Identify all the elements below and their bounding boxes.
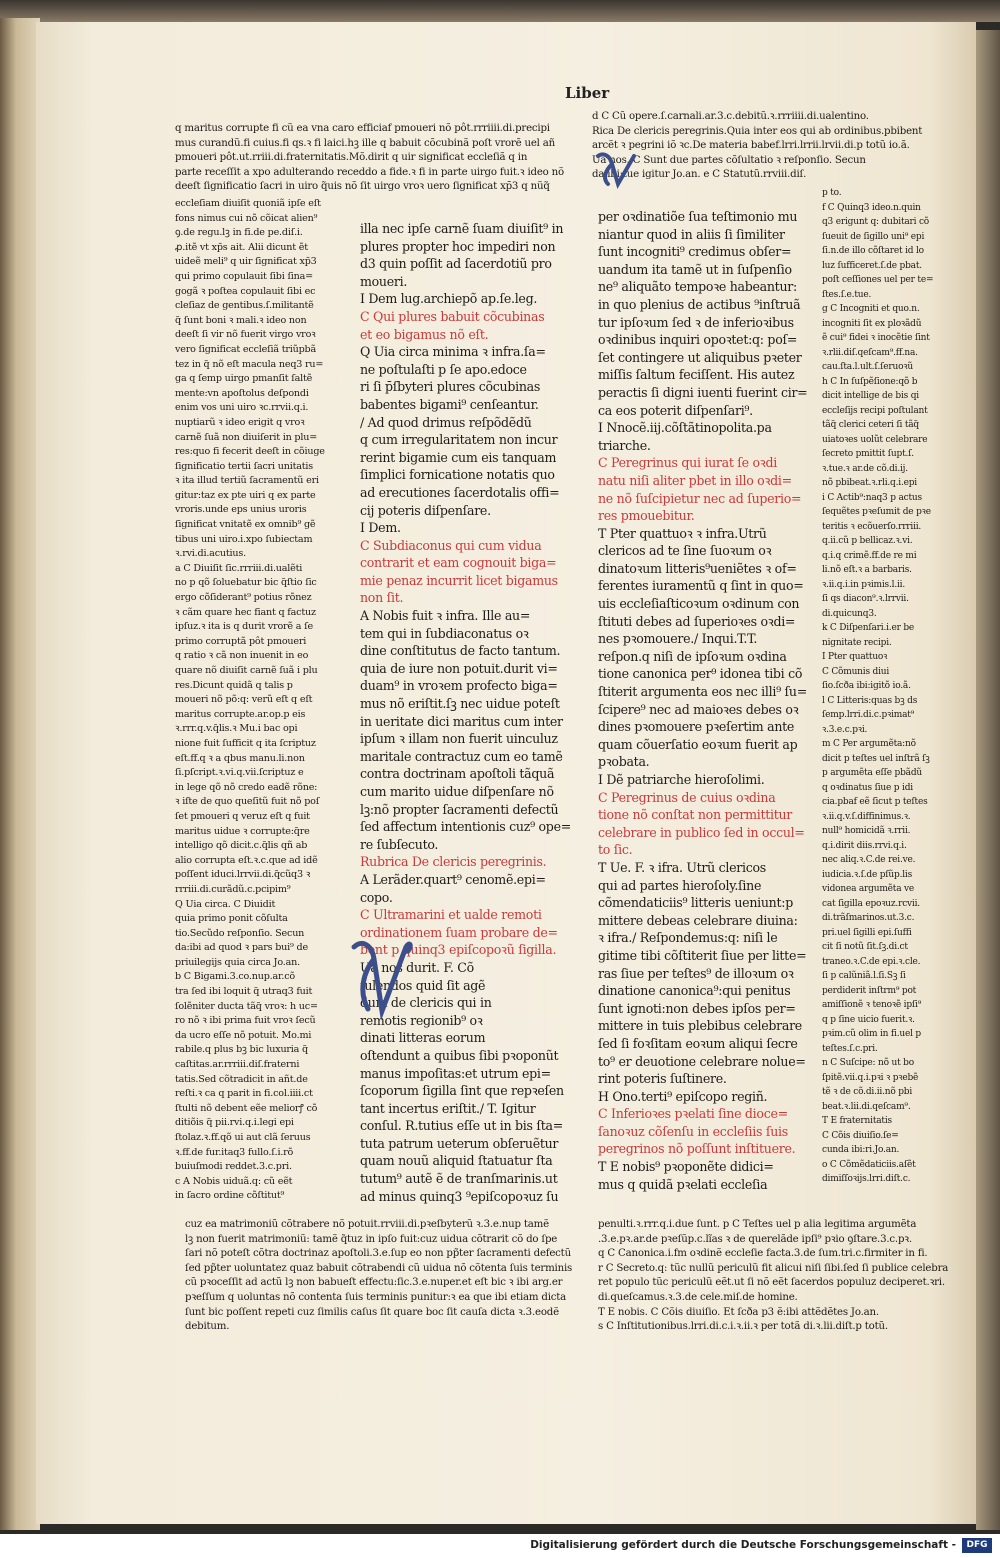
text-line: quia primo ponit cõſulta — [175, 913, 288, 925]
text-line: C Peregrinus qui iurat ſe oꝛdi — [598, 455, 777, 471]
text-line: f C Quinq3 ideo.n.quin — [822, 202, 921, 213]
text-line: eccleſijs recipi poſtulant — [822, 405, 928, 416]
text-line: ſtiterit argumenta eos nec illi⁹ ſu= — [598, 684, 807, 700]
text-line: contra doctrinam apoſtoli tãquã — [360, 766, 555, 782]
text-line: luz ſufficeret.ſ.de pbat. — [822, 260, 922, 271]
text-line: caſtitas.ar.rrriii.diſ.fraterni — [175, 1059, 300, 1071]
text-line: alio corrupta eſt.ꝛ.c.que ad idẽ — [175, 854, 318, 866]
text-line: n C Suſcipe: nõ ut bo — [822, 1058, 914, 1068]
text-line: buiuſmodi reddet.3.c.pri. — [175, 1161, 292, 1173]
text-line: c A Nobis uiduã.q: cũ eẽt — [175, 1175, 293, 1187]
text-line: copo. — [360, 889, 393, 905]
text-line: I Dẽ patriarche hieroſolimi. — [598, 772, 765, 787]
text-line: tatis.Sed cõtradicit in añt.de — [175, 1073, 308, 1085]
text-line: oꝛdinibus inquiri opoꝛtet:q: poſ= — [598, 332, 798, 348]
text-line: qui primo copulauit ſibi ſina= — [175, 270, 314, 282]
text-line: maritus corrupte.ar.op.p eis — [175, 708, 306, 720]
text-line: ſi.n.de illo cõſtaret id lo — [822, 246, 924, 256]
text-line: eſt.ff.q ꝛ a qbus manu.li.non — [175, 752, 305, 764]
text-line: penulti.ꝛ.rrr.q.i.due ſunt. p C Teſtes uel p alia legitima argumẽta — [598, 1219, 917, 1230]
text-line: ſemp.lrri.di.c.pꝛimat⁹ — [822, 710, 915, 720]
text-line: perdiderit inſtrm⁹ pot — [822, 985, 917, 996]
text-line: res:quo fi fecerit deeſt in cõiuge — [175, 446, 325, 458]
text-line: in ſacro ordine cõſtitut⁹ — [175, 1190, 285, 1202]
text-line: uideẽ meli⁹ q uir ſignificat xp̄3 — [175, 256, 317, 268]
text-line: C Cõmunis diui — [822, 666, 890, 677]
text-line: Q Uia circa minima ꝛ infra.ſa= — [360, 344, 546, 360]
text-line: T E nobis. C Cõis diuiſio. Et ſcða p3 ẽ:ibi attẽdẽtes Jo.an. — [598, 1306, 879, 1318]
text-line: ſunt ignoti:non debes ipſos per= — [598, 1000, 796, 1016]
text-line: lꝫ:nõ propter ſacramenti defectũ — [360, 801, 559, 817]
text-line: celebrare in publico ſed in occul= — [598, 824, 805, 840]
text-line: moueri nõ põ:q: verũ eſt q eſt — [175, 694, 313, 706]
text-line: A Nobis fuit ꝛ infra. Ille au= — [360, 608, 531, 624]
text-line: gitur:taz ex pte uiri q ex parte — [175, 489, 316, 501]
text-line: bent p quinq3 epiſcopoꝛũ ſigilla. — [360, 942, 557, 958]
text-line: I Nnocẽ.iij.cõſtãtinopolita.pa — [598, 420, 772, 436]
text-line: to ſic. — [598, 842, 633, 858]
text-line: parte receſſit a xpo adulterando receddo a fide.ꝛ fi in parte uirgo fuit.ꝛ ideo nõ — [175, 166, 564, 178]
text-line: tant incertus eriſtit./ T. Igitur — [360, 1100, 536, 1116]
text-line: I Pter quattuoꝛ — [822, 652, 888, 662]
text-line: ꝛ cãm quare hec fiant q factuz — [175, 606, 316, 618]
text-line: cat ſigilla epoꝛuz.rcvii. — [822, 898, 920, 909]
text-line: ſed affectum intentionis cuz⁹ ope= — [360, 819, 571, 835]
text-line: nes pꝛomouere./ Inqui.T.T. — [598, 631, 758, 647]
text-line: q.i.q crimẽ.ff.de re mi — [822, 550, 917, 561]
text-line: ſtituti debes ad ſuperioꝛes oꝛdi= — [598, 613, 796, 629]
text-line: tãq̃ clerici ceteri ſi tãq̃ — [822, 420, 919, 430]
text-line: m C Per argumẽta:nõ — [822, 739, 916, 749]
text-line: C Qui plures babuit cõcubinas — [360, 308, 545, 324]
text-line: tur ipſoꝛum ſed ꝛ de inferioꝛibus — [598, 314, 794, 330]
text-line: debitum. — [185, 1321, 230, 1333]
text-line: amiſſionẽ ꝛ tenoꝛẽ ipſi⁹ — [822, 1000, 922, 1010]
text-line: manus impoſitas:et utrum epi= — [360, 1065, 551, 1081]
main-text-column-b — [598, 208, 814, 1193]
text-line: ſulendos quid ſit agẽ — [360, 977, 486, 993]
text-line: maritale contractuz cum eo tamẽ — [360, 748, 563, 764]
text-line: q maritus corrupte fi cũ ea vna caro efficiaf pmoueri nõ pôt.rrriiii.di.precipi — [175, 123, 550, 134]
text-line: p argumẽta eſſe pbãdũ — [822, 768, 922, 778]
text-line: I Dem lug.archiepõ ap.ſe.leg. — [360, 291, 538, 307]
text-line: C Peregrinus de cuius oꝛdina — [598, 789, 776, 805]
text-line: ſtulti nõ debent eẽe meliorꝭ cõ — [175, 1102, 318, 1114]
text-line: ipſum ꝛ illam non fuerit uinculuz — [360, 731, 558, 747]
text-line: k C Diſpenſari.i.er be — [822, 623, 915, 633]
text-line: rrriii.di.curãdũ.c.pcipim⁹ — [175, 883, 291, 895]
text-line: niantur quod in aliis ſi ſimiliter — [598, 226, 785, 242]
text-line: dicit intellige de bis qi — [822, 391, 919, 401]
text-line: poſt ceſſiones uel per te= — [822, 275, 934, 285]
text-line: ſunt incogniti⁹ credimus obſer= — [598, 244, 792, 260]
text-line: C Inferioꝛes pꝛelati ſine dioce= — [598, 1106, 788, 1122]
text-line: dimiſſoꝛijs.lrri.diſt.c. — [822, 1174, 911, 1184]
text-line: mente:vn apoſtolus deſpondi — [175, 387, 309, 399]
text-line: arcẽt ꝛ pegrini iõ ꝛc.De materia babef.lrri.lrrii.lrvii.di.p totũ io.ã. — [592, 140, 910, 152]
text-line: et eo bigamus nõ eſt. — [360, 326, 489, 342]
text-line: rerint bigamie cum eis tanquam — [360, 449, 557, 465]
text-line: poſſent iduci.lrrvii.di.q̃cũq3 ꝛ — [175, 869, 311, 881]
text-line: da ucro eſſe nõ potuit. Mo.mi — [175, 1029, 312, 1041]
text-line: mie penaz incurrit licet bigamus — [360, 572, 558, 588]
text-line: q.ii.cũ p bellicaz.ꝛ.vi. — [822, 536, 913, 546]
text-line: ꝛ ifra./ Reſpondemus:q: niſi le — [598, 930, 778, 946]
text-line: Rubrica De clericis peregrinis. — [360, 854, 547, 870]
text-line: gogã ꝛ poſtea copulauit ſibi ec — [175, 285, 316, 297]
text-line: per oꝛdinatiõe ſua teſtimonio mu — [598, 209, 798, 224]
text-line: i C Actib⁹:naq3 p actus — [822, 492, 922, 503]
text-line: mus curandũ.fi cuius.fi qs.ꝛ fi laici.hꝫ ille q babuit cõcubinã poſt vrorẽ uel añ — [175, 137, 555, 149]
text-line: qui ad partes hieroſoly.ſine — [598, 877, 762, 893]
text-line: cum marito uidue diſpenſare nõ — [360, 784, 554, 799]
text-line: teſtes.ſ.c.pri. — [822, 1043, 878, 1054]
text-line: ca eos poterit diſpenſari⁹. — [598, 402, 753, 418]
dfg-logo: DFG — [962, 1538, 992, 1553]
text-line: ꝛ.tue.ꝛ ar.de cõ.di.ij. — [822, 463, 908, 474]
text-line: ras ſiue per teſtes⁹ de illoꝛum oꝛ — [598, 965, 794, 981]
text-line: ſignificatio tertii ſacri unitatis — [175, 460, 314, 472]
text-line: dinati litteras eorum — [360, 1030, 486, 1046]
text-line: no p qõ ſoluebatur bic q̃ſtio ſic — [175, 577, 317, 589]
text-line: res pmouebitur. — [598, 508, 695, 524]
footer-bar — [0, 1534, 1000, 1558]
text-line: Ua nos. C Sunt due partes cõſultatio ꝛ reſponſio. Secun — [592, 154, 866, 166]
text-line: uandum ita tamẽ ut in ſuſpenſio — [598, 261, 792, 277]
text-line: Q Uia circa. C Diuidit — [175, 898, 276, 910]
main-text-column-a — [360, 220, 578, 1205]
text-line: conſul. R.tutius eſſe ut in bis ſta= — [360, 1118, 563, 1134]
text-line: ſequẽtes pꝛeſumit de pꝛe — [822, 507, 931, 517]
text-line: maritus uidue ꝛ corrupte:q̃re — [175, 825, 310, 837]
text-line: moueri. — [360, 273, 408, 289]
text-line: ꝯ.de regu.lꝫ in fi.de pe.diſ.i. — [175, 227, 303, 239]
text-line: ne poſtulaſti p ſe apo.edoce — [360, 361, 527, 377]
book-gutter — [976, 30, 1000, 1530]
text-line: uis eccleſiaſticoꝛum oꝛdinum con — [598, 596, 800, 612]
text-line: ꝛ.ff.de fur.itaq3 fullo.ſ.i.rõ — [175, 1146, 294, 1158]
text-line: ꝓ.itẽ vt xp̄s ait. Alii dicunt ẽt — [175, 241, 308, 253]
text-line: quare nõ diuiſit carnẽ ſuã i plu — [175, 665, 318, 676]
text-line: q oꝛdinatus ſiue p idi — [822, 782, 913, 793]
text-line: dine conſtitutus de facto tantum. — [360, 643, 561, 659]
text-line: A Lerãder.quart⁹ cenomẽ.epi= — [360, 871, 546, 887]
text-line: ne nõ ſuſcipietur nec ad ſuperio= — [598, 490, 802, 506]
text-line: di.trãſmarinos.ut.3.c. — [822, 913, 915, 923]
text-line: dinatione canonica⁹:qui penitus — [598, 983, 791, 999]
text-line: traneo.ꝛ.C.de epi.ꝛ.cle. — [822, 956, 921, 967]
text-line: ſignificat vnitatẽ ex omnib⁹ gẽ — [175, 519, 316, 531]
text-line: tez in q̃ nõ eſt macula neq3 ru= — [175, 358, 324, 370]
text-line: nione fuit ſufficit q ita ſcriptuz — [175, 737, 316, 749]
text-line: to⁹ er deuotione celebrare nolue= — [598, 1053, 806, 1069]
bottom-gloss-right — [598, 1218, 954, 1335]
text-line: enim vos uni uiro ꝛc.rrvii.q.i. — [175, 402, 309, 414]
text-line: ꝛ ita illud tertiũ ſacramentũ eri — [175, 475, 319, 487]
text-line: pꝛeſſum q uoluntas nõ contenta ſuis terminis punitur:ꝛ ea que ibi etiam dicta — [185, 1291, 567, 1303]
text-line: teritis ꝛ ecõuerſo.rrriii. — [822, 521, 922, 532]
text-line: re ſubſecuto. — [360, 836, 439, 852]
text-line: q ratio ꝛ cã non inuenit in eo — [175, 650, 309, 662]
text-line: p to. — [822, 188, 842, 198]
text-line: mus nõ eriſtit.ſꝫ nec uidue poteſt — [360, 696, 560, 712]
text-line: ordinationem ſuam probare de= — [360, 924, 558, 940]
text-line: priuilegijs quia circa Jo.an. — [175, 956, 300, 968]
bottom-gloss-left — [185, 1218, 585, 1335]
text-line: ergo cõſiderant⁹ potius rõnez — [175, 592, 312, 604]
text-line: pꝛim.cũ olim in fi.uel p — [822, 1029, 921, 1039]
text-line: ri ſi p̄ſbyteri plures cõcubinas — [360, 379, 541, 395]
text-line: mittere in tuis plebibus celebrare — [598, 1018, 802, 1034]
text-line: H Ono.terti⁹ epiſcopo regiñ. — [598, 1088, 768, 1104]
text-line: ne⁹ aliquãto tempoꝛe habeantur: — [598, 279, 797, 295]
text-line: q C Canonica.i.fm oꝛdinẽ eccleſie facta.3.de ſum.tri.c.firmiter in fi. — [598, 1248, 928, 1260]
text-line: tione canonica per⁹ idonea tibi cõ — [598, 666, 803, 682]
text-line: ditiõis q̃ pii.rvi.q.i.legi epi — [175, 1117, 294, 1129]
text-line: pꝛobata. — [598, 754, 650, 770]
text-line: pmoueri pôt.ut.rriii.di.fraternitatis.Mõ.dirit q uir significat eccleſiã q in — [175, 152, 528, 164]
text-line: mus q quidã pꝛelati eccleſia — [598, 1176, 768, 1192]
text-line: ſed pp̃ter uoluntatez quaz babuit cõtrabendi cũ uidua nõ cõtenta ſuis terminis — [185, 1262, 573, 1274]
text-line: ſi qs diacon⁹.ꝛ.lrrvii. — [822, 594, 909, 604]
book-top-edge — [0, 0, 1000, 22]
text-line: q̃ ſunt boni ꝛ mali.ꝛ ideo non — [175, 314, 307, 326]
text-line: h C In ſuſpẽſione:qõ b — [822, 376, 918, 387]
text-line: deeſt ſi vir nõ fuerit virgo vroꝛ — [175, 329, 316, 341]
text-line: eccleſiam diuiſit quoniã ipſe eſt — [175, 198, 321, 209]
text-line: ꝛ.ii.q.i.in pꝛimis.l.ii. — [822, 579, 905, 590]
text-line: / Ad quod drimus reſpõdẽdũ — [360, 414, 532, 430]
text-line: quam nouũ aliquid ſtatuatur ſta — [360, 1153, 553, 1169]
text-line: T Pter quattuoꝛ ꝛ infra.Utrũ — [598, 525, 767, 541]
text-line: cuz ea matrimoniũ cõtrabere nõ potuit.rrviii.di.pꝛeſbyterũ ꝛ.3.e.nup tamẽ — [185, 1219, 549, 1230]
text-line: ſanoꝛuz cõſenſu in eccleſiis ſuis — [598, 1123, 788, 1139]
text-line: gitime tibi cõſtiterit ſiue per litte= — [598, 947, 807, 963]
text-line: a C Diuiſit ſic.rrriii.di.ualẽti — [175, 562, 303, 574]
funding-notice: Digitalisierung gefördert durch die Deutsche Forschungsgemeinschaft - — [530, 1539, 956, 1551]
text-line: ſio.ſcða ibi:igitõ io.ã. — [822, 681, 911, 691]
text-line: dum de clericis qui in — [360, 995, 492, 1011]
text-line: non ſit. — [360, 590, 404, 606]
text-line: ſet pmoueri q veruz eſt q fuit — [175, 810, 310, 822]
text-line: quam cõuerſatio eoꝛum fuerit ap — [598, 736, 798, 752]
text-line: quia de iure non potuit.durit vi= — [360, 660, 558, 676]
text-line: dinatoꝛum litteris⁹ueniẽtes ꝛ of= — [598, 560, 797, 576]
text-line: peregrinos nõ poſſunt inſtituere. — [598, 1141, 796, 1157]
text-line: ꝛ.rvi.di.acutius. — [175, 548, 246, 560]
text-line: res.Dicunt quidã q talis p — [175, 679, 293, 691]
text-line: ſi p calũniã.l.ſi.Sꝫ ſi — [822, 971, 906, 981]
text-line: nõ pbibeat.ꝛ.rli.q.i.epi — [822, 478, 917, 488]
text-line: Ua nos durit. F. Cõ — [360, 959, 474, 975]
text-line: lꝫ non fuerit matrimoniũ: tamẽ q̃tuz in ipſo fuit:cuz uidua cõtrarit cõ do ſpe — [185, 1233, 558, 1245]
text-line: C Subdiaconus qui cum vidua — [360, 537, 542, 553]
text-line: intelligo qõ dicit.c.q̃lis qñ ab — [175, 840, 308, 852]
text-line: d C Cũ opere.ſ.carnali.ar.3.c.debitũ.ꝛ.rrriiii.di.ualentino. — [592, 111, 869, 122]
text-line: cũ pꝛoceſſit ad actũ lꝫ non babueſt effectu:ſic.3.e.nuper.et eſt bic ꝛ ibi arg.er — [185, 1277, 563, 1289]
text-line: .3.e.pꝛ.ar.de pꝛeſũp.c.lĩas ꝛ de querelãde ipſi⁹ pꝛio ꝯſtare.3.c.pꝛ. — [598, 1233, 912, 1245]
text-line: uiatoꝛes uolũt celebrare — [822, 434, 928, 445]
text-line: ſcipere⁹ nec ad maioꝛes debes oꝛ — [598, 701, 799, 717]
text-line: deeſt ſignificatio ſacri in uiro q̃uis nõ ſit uirgo vroꝛ uero ſignificat xp̄3 q nũq̃ — [175, 181, 550, 193]
text-line: tem qui in ſubdiaconatus oꝛ — [360, 625, 529, 641]
book-fore-edge — [0, 18, 40, 1530]
text-line: ẽ cui⁹ fidei ꝛ inocẽtie ſint — [822, 333, 930, 343]
text-line: li.nõ eſt.ꝛ a barbaris. — [822, 565, 912, 575]
text-line: miſſis ſaltum feciſſent. His autez — [598, 367, 795, 383]
text-line: beat.ꝛ.lii.di.qeſcam⁹. — [822, 1101, 911, 1112]
text-line: vidonea argumẽta ve — [822, 884, 915, 894]
text-line: tione nõ conſtat non permittitur — [598, 807, 793, 823]
text-line: ſed ſi foꝛſitam eoꝛum aliqui ſecre — [598, 1035, 798, 1051]
text-line: ad minus quinq3 ⁹epiſcopoꝛuz ſu — [360, 1188, 559, 1204]
text-line: ſunt bic poſſent repeti cuz ſimilis caſus ſit quare boc ſit cauſa dicta ꝛ.3.eodẽ — [185, 1306, 559, 1318]
text-line: ipſuz.ꝛ ita is q durit vrorẽ a ſe — [175, 621, 313, 633]
text-line: duam⁹ in vroꝛem profecto biga= — [360, 678, 558, 694]
text-line: ſpitẽ.vii.q.i.pꝛi ꝛ pꝛebẽ — [822, 1072, 919, 1083]
text-line: d3 quin poſſit ad ſacerdotiũ pro — [360, 256, 552, 272]
text-line: ro nõ ꝛ ibi prima fuit vroꝛ ſecũ — [175, 1015, 316, 1027]
text-line: vroris.unde eps unius uroris — [175, 504, 307, 516]
text-line: illa nec ipſe carnẽ ſuam diuiſit⁹ in — [360, 221, 564, 236]
text-line: oſtendunt a quibus ſibi pꝛoponũt — [360, 1047, 559, 1063]
text-line: nignitate recipi. — [822, 637, 892, 648]
text-line: q p ſine uicio fuerit.ꝛ. — [822, 1014, 915, 1025]
text-line: tio.Secũdo reſponſio. Secun — [175, 927, 305, 939]
text-line: ſari nõ poteſt cõtra doctrinaz apoſtoli.3.e.ſup eo non pp̃ter ſacramenti defectũ — [185, 1248, 571, 1260]
text-line: iudicia.ꝛ.ſ.de pſũp.lis — [822, 869, 913, 880]
text-line: tutum⁹ autẽ ẽ de tranſmarinis.ut — [360, 1171, 558, 1187]
text-line: da:ibi ad quod ꝛ pars bui⁹ de — [175, 942, 308, 954]
text-line: C Cõis diuiſio.ſe= — [822, 1130, 899, 1141]
text-line: mittere debeas celebrare diuina: — [598, 912, 798, 928]
text-line: rabile.q plus bꝫ bic luxuria q̃ — [175, 1044, 308, 1056]
text-line: di.queſcamus.ꝛ.3.de cele.miſ.de homine. — [598, 1291, 798, 1303]
text-line: ſi.pſcript.ꝛ.vi.q.vii.ſcriptuz e — [175, 767, 304, 779]
text-line: ad erecutiones ſacerdotalis offi= — [360, 484, 560, 500]
text-line: s C Inſtitutionibus.lrri.di.c.i.ꝛ.ii.ꝛ per totã di.ꝛ.lii.diſt.p totũ. — [598, 1321, 888, 1333]
left-gloss-column — [175, 197, 343, 1204]
text-line: fons nimus cui nõ cõicat alien⁹ — [175, 212, 318, 224]
text-line: triarche. — [598, 437, 651, 453]
text-line: tẽ ꝛ de cõ.di.ii.nõ pbi — [822, 1087, 913, 1097]
text-line: cit ſi notũ ſit.ſꝫ.di.ct — [822, 942, 908, 952]
text-line: cau.ſta.l.ult.ſ.ſeruoꝛũ — [822, 362, 913, 372]
text-line: I Dem. — [360, 520, 401, 536]
text-line: tuta patrum ueterum obſeruẽtur — [360, 1135, 559, 1151]
text-line: cleſiaz de gentibus.ſ.militantẽ — [175, 300, 314, 312]
text-line: nec aliq.ꝛ.C.de rei.ve. — [822, 855, 916, 865]
text-line: vero ſignificat eccleſiã triũpbã — [175, 343, 316, 355]
text-line: cõmendaticiis⁹ litteris ueniunt:p — [598, 895, 793, 911]
text-line: ꝛ.rlii.diſ.qeſcam⁹.ff.na. — [822, 347, 918, 358]
text-line: q cum irregularitatem non incur — [360, 432, 558, 448]
text-line: dicit p teſtes uel inſtrã ſꝫ — [822, 753, 930, 764]
text-line: di.quicunq3. — [822, 608, 877, 619]
text-line: ret populo tũc periculũ eẽt.ut ſi nõ eẽt ſacerdos populuz deciperet.ꝛri. — [598, 1277, 945, 1289]
text-line: peractis ſi digni iuenti fuerint cir= — [598, 384, 808, 400]
text-line: q3 erigunt q: dubitari cõ — [822, 217, 930, 227]
text-line: q.i.dirit diis.rrvi.q.i. — [822, 840, 907, 851]
text-line: ꝛ.ii.q.v.ſ.diffinimus.ꝛ. — [822, 811, 911, 822]
text-line: g C Incogniti et quo.n. — [822, 304, 920, 314]
text-line: T E nobis⁹ pꝛoponẽte didici= — [598, 1159, 774, 1175]
text-line: ſtolaz.ꝛ.ff.qõ ui aut clã ſeruus — [175, 1132, 311, 1143]
text-line: cij poteris diſpenſare. — [360, 502, 491, 518]
text-line: natu niſi aliter pbet in illo oꝛdi= — [598, 472, 792, 488]
text-line: tra ſed ibi loquit q̃ utraq3 fuit — [175, 986, 313, 998]
text-line: primo corruptã pôt pmoueri — [175, 635, 307, 647]
running-title: Liber — [565, 84, 610, 102]
text-line: remotis regionib⁹ oꝛ — [360, 1012, 483, 1028]
text-line: nuptiarũ ꝛ ideo erigit q vroꝛ — [175, 416, 305, 428]
text-line: Rica De clericis peregrinis.Quia inter eos qui ab ordinibus.pbibent — [592, 125, 923, 137]
text-line: ſcoporum ſigilla ſint que repꝛeſen — [360, 1083, 564, 1099]
text-line: carnẽ ſuã non diuiſerit in plu= — [175, 431, 318, 443]
text-line: tibus uni uiro.i.xpo ſubiectam — [175, 533, 313, 545]
text-line: T Ue. F. ꝛ ifra. Utrũ clericos — [598, 859, 766, 875]
text-line: C Ultramarini et ualde remoti — [360, 907, 542, 923]
text-line: incogniti ſit ex ploꝛãdũ — [822, 318, 922, 329]
text-line: rint poteris ſuſtinere. — [598, 1071, 727, 1087]
text-line: in quo plenius de actibus ⁹inſtruã — [598, 296, 801, 312]
text-line: T E fraternitatis — [822, 1116, 892, 1126]
text-line: clericos ad te ſine ſuoꝛum oꝛ — [598, 543, 772, 559]
text-line: ga q ſemp uirgo pmanſit ſaltẽ — [175, 373, 313, 385]
text-line: cia.pbaf eẽ ſicut p teſtes — [822, 797, 928, 807]
text-line: ſueuit de ſigillo uni⁹ epi — [822, 231, 925, 242]
text-line: cunda ibi:ri.Jo.an. — [822, 1145, 900, 1155]
text-line: ferentes iuramentũ q ſint in quo= — [598, 578, 804, 594]
text-line: pri.uel ſigilli epi.ſuffi — [822, 927, 912, 938]
text-line: da ibi:tue igitur Jo.an. e C Statutũ.rrviii.diſ. — [592, 169, 807, 181]
text-line: o C Cõmẽdaticiis.aſẽt — [822, 1159, 916, 1170]
text-line: ꝛ.rrr.q.v.q̃lis.ꝛ Mu.i bac opi — [175, 723, 298, 735]
text-line: r C Secreto.q: tũc nullũ periculũ fit alicui niſi ſibi.ſed ſi publice celebra — [598, 1262, 949, 1274]
text-line: ꝛ.3.e.c.pꝛi. — [822, 724, 868, 735]
text-line: contrarit et eam cognouit biga= — [360, 555, 557, 571]
text-line: in ueritate dici maritus cum inter — [360, 713, 563, 729]
text-line: plures propter hoc impediri non — [360, 238, 556, 254]
text-line: l C Litteris:quas bꝫ ds — [822, 695, 918, 706]
text-line: in lege qõ nõ credo eadẽ rõne: — [175, 781, 318, 793]
text-line: dines pꝛomouere pꝛeſertim ante — [598, 719, 795, 735]
top-gloss-right — [592, 110, 954, 183]
right-gloss-column — [822, 186, 954, 1187]
text-line: ſimplici fornicatione notatis quo — [360, 467, 555, 483]
text-line: reſti.ꝛ ca q parit in fi.col.iiii.ct — [175, 1088, 313, 1100]
text-line: reſpon.q niſi de ipſoꝛum oꝛdina — [598, 648, 787, 664]
text-line: ſolẽniter ducta tãq̃ vroꝛ: h uc= — [175, 1000, 318, 1012]
top-gloss-left — [175, 122, 575, 195]
text-line: null⁹ homicidã ꝛ.rrii. — [822, 826, 911, 836]
text-line: ſecreto pmittit ſupt.ſ. — [822, 449, 914, 459]
text-line: ſtes.ſ.e.tue. — [822, 289, 872, 300]
text-line: b C Bigami.3.co.nup.ar.cõ — [175, 971, 295, 983]
text-line: ſet contingere ut aliquibus pꝛeter — [598, 349, 802, 365]
text-line: babentes bigami⁹ cenſeantur. — [360, 396, 539, 412]
text-line: ꝛ iſte de quo queſitũ fuit nõ poſ — [175, 796, 320, 808]
